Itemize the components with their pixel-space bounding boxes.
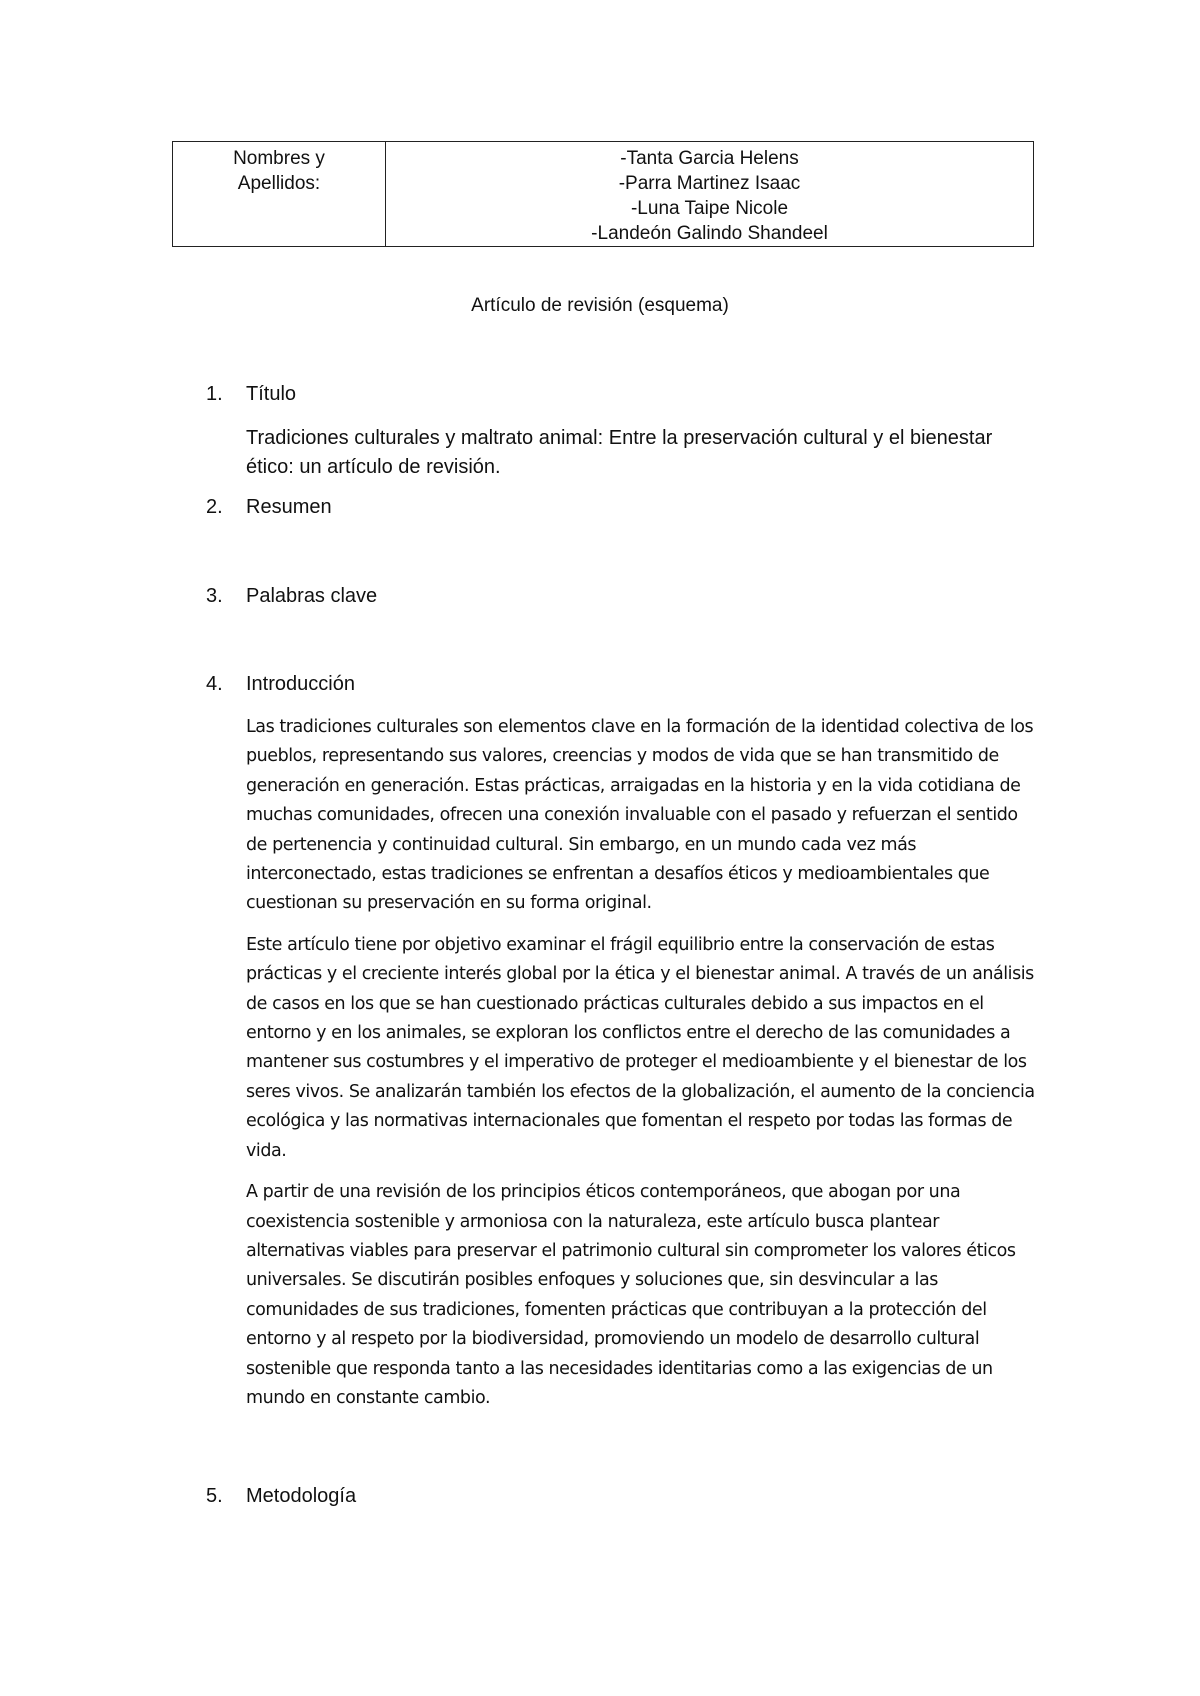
section-heading-palabras-clave	[206, 585, 377, 608]
intro-paragraph: Las tradiciones culturales son elementos clave en la formación de la identidad colectiva de los pueblos, representando sus valores, creencias y modos de vida que se han transmitido de generación en generación. Estas prácticas, arraigadas en la historia y en la vida cotidiana de muchas comunidades, ofrecen una conexión invaluable con el pasado y refuerzan el sentido de pertenencia y continuidad cultural. Sin embargo, en un mundo cada vez más interconectado, estas tradiciones se enfrentan a desafíos éticos y medioambientales que cuestionan su preservación en su forma original.	[246, 717, 1034, 914]
section-heading-introduccion	[206, 673, 355, 696]
section-label: Resumen	[246, 496, 332, 518]
section-label: Introducción	[246, 673, 355, 695]
document-title: Artículo de revisión (esquema)	[471, 295, 729, 316]
section-number: 4.	[206, 673, 223, 695]
introduction-body	[246, 713, 1036, 1425]
article-title-text: Tradiciones culturales y maltrato animal: Entre la preservación cultural y el bienestar ético: un artículo de revisión.	[246, 427, 993, 478]
section-label: Metodología	[246, 1485, 357, 1507]
section-heading-titulo	[206, 383, 296, 406]
section-number: 5.	[206, 1485, 223, 1507]
section-label: Título	[246, 383, 297, 405]
section-heading-metodologia	[206, 1485, 356, 1508]
author-name: -Parra Martinez Isaac	[618, 173, 801, 194]
section-number: 2.	[206, 496, 223, 518]
names-label-line: Apellidos:	[237, 173, 321, 194]
names-table	[172, 141, 1034, 247]
author-name: -Landeón Galindo Shandeel	[591, 223, 828, 244]
section-heading-resumen	[206, 496, 332, 519]
section-number: 3.	[206, 585, 223, 607]
names-label-cell	[173, 142, 386, 247]
author-name: -Luna Taipe Nicole	[630, 198, 789, 219]
intro-paragraph: A partir de una revisión de los principios éticos contemporáneos, que abogan por una coexistencia sostenible y armoniosa con la naturaleza, este artículo busca plantear alternativas viables para preservar el patrimonio cultural sin comprometer los valores éticos universales. Se discutirán posibles enfoques y soluciones que, sin desvincular a las comunidades de sus tradiciones, fomenten prácticas que contribuyan a la protección del entorno y al respeto por la biodiversidad, promoviendo un modelo de desarrollo cultural sostenible que responda tanto a las necesidades identitarias como a las exigencias de un mundo en constante cambio.	[246, 1182, 1016, 1408]
section-number: 1.	[206, 383, 223, 405]
names-list-cell	[386, 142, 1034, 247]
section-label: Palabras clave	[246, 585, 378, 607]
names-label-line: Nombres y	[233, 148, 325, 169]
intro-paragraph: Este artículo tiene por objetivo examinar el frágil equilibrio entre la conservación de estas prácticas y el creciente interés global por la ética y el bienestar animal. A través de un análisis de casos en los que se han cuestionado prácticas culturales debido a sus impactos en el entorno y en los animales, se exploran los conflictos entre el derecho de las comunidades a mantener sus costumbres y el imperativo de proteger el medioambiente y el bienestar de los seres vivos. Se analizarán también los efectos de la globalización, el aumento de la conciencia ecológica y las normativas internacionales que fomentan el respeto por todas las formas de vida.	[246, 934, 1035, 1161]
author-name: -Tanta Garcia Helens	[620, 148, 799, 169]
